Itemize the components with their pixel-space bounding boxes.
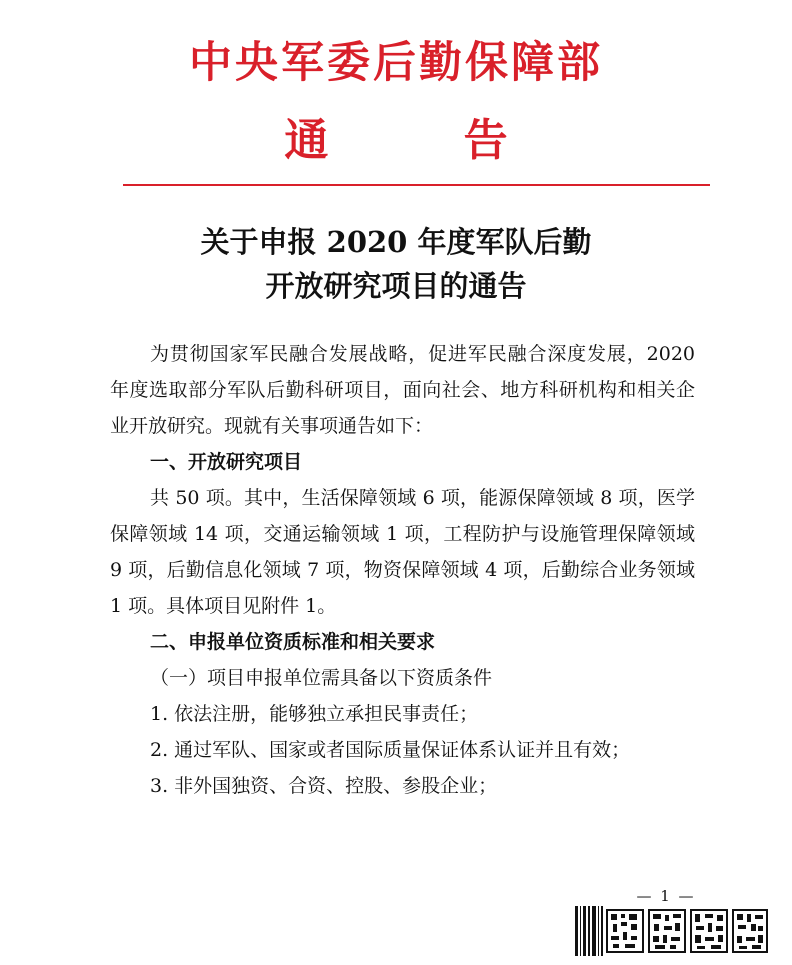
list-item: 2. 通过军队、国家或者国际质量保证体系认证并且有效； (150, 739, 631, 761)
list-item: 3. 非外国独资、合资、控股、参股企业； (150, 775, 498, 797)
subsection-1-heading: （一）项目申报单位需具备以下资质条件 (150, 667, 493, 689)
list-item: 1. 依法注册，能够独立承担民事责任； (150, 703, 479, 725)
title-line-1: 关于申报 2020 年度军队后勤 (200, 225, 592, 259)
section-2-heading: 二、申报单位资质标准和相关要求 (150, 631, 436, 653)
page-number: — 1 — (636, 887, 696, 905)
document-title (0, 220, 792, 308)
section-1-paragraph: 共 50 项。其中，生活保障领域 6 项，能源保障领域 8 项，医学保障领域 14 项，交通运输领域 1 项，工程防护与设施管理保障领域 9 项，后勤信息化领域 7 项，物资保障领域 4 项，后勤综合业务领域 1 项。具体项目见附件 1。 (110, 487, 695, 617)
intro-paragraph: 为贯彻国家军民融合发展战略，促进军民融合深度发展，2020 年度选取部分军队后勤科研项目，面向社会、地方科研机构和相关企业开放研究。现就有关事项通告如下： (110, 343, 695, 437)
document-body (110, 336, 695, 804)
section-1-heading: 一、开放研究项目 (150, 451, 303, 473)
document-type: 通 告 (284, 115, 568, 166)
issuing-organization: 中央军委后勤保障部 (189, 38, 603, 88)
barcode-icon (575, 906, 771, 956)
title-line-2: 开放研究项目的通告 (265, 269, 527, 303)
red-divider (123, 184, 710, 186)
